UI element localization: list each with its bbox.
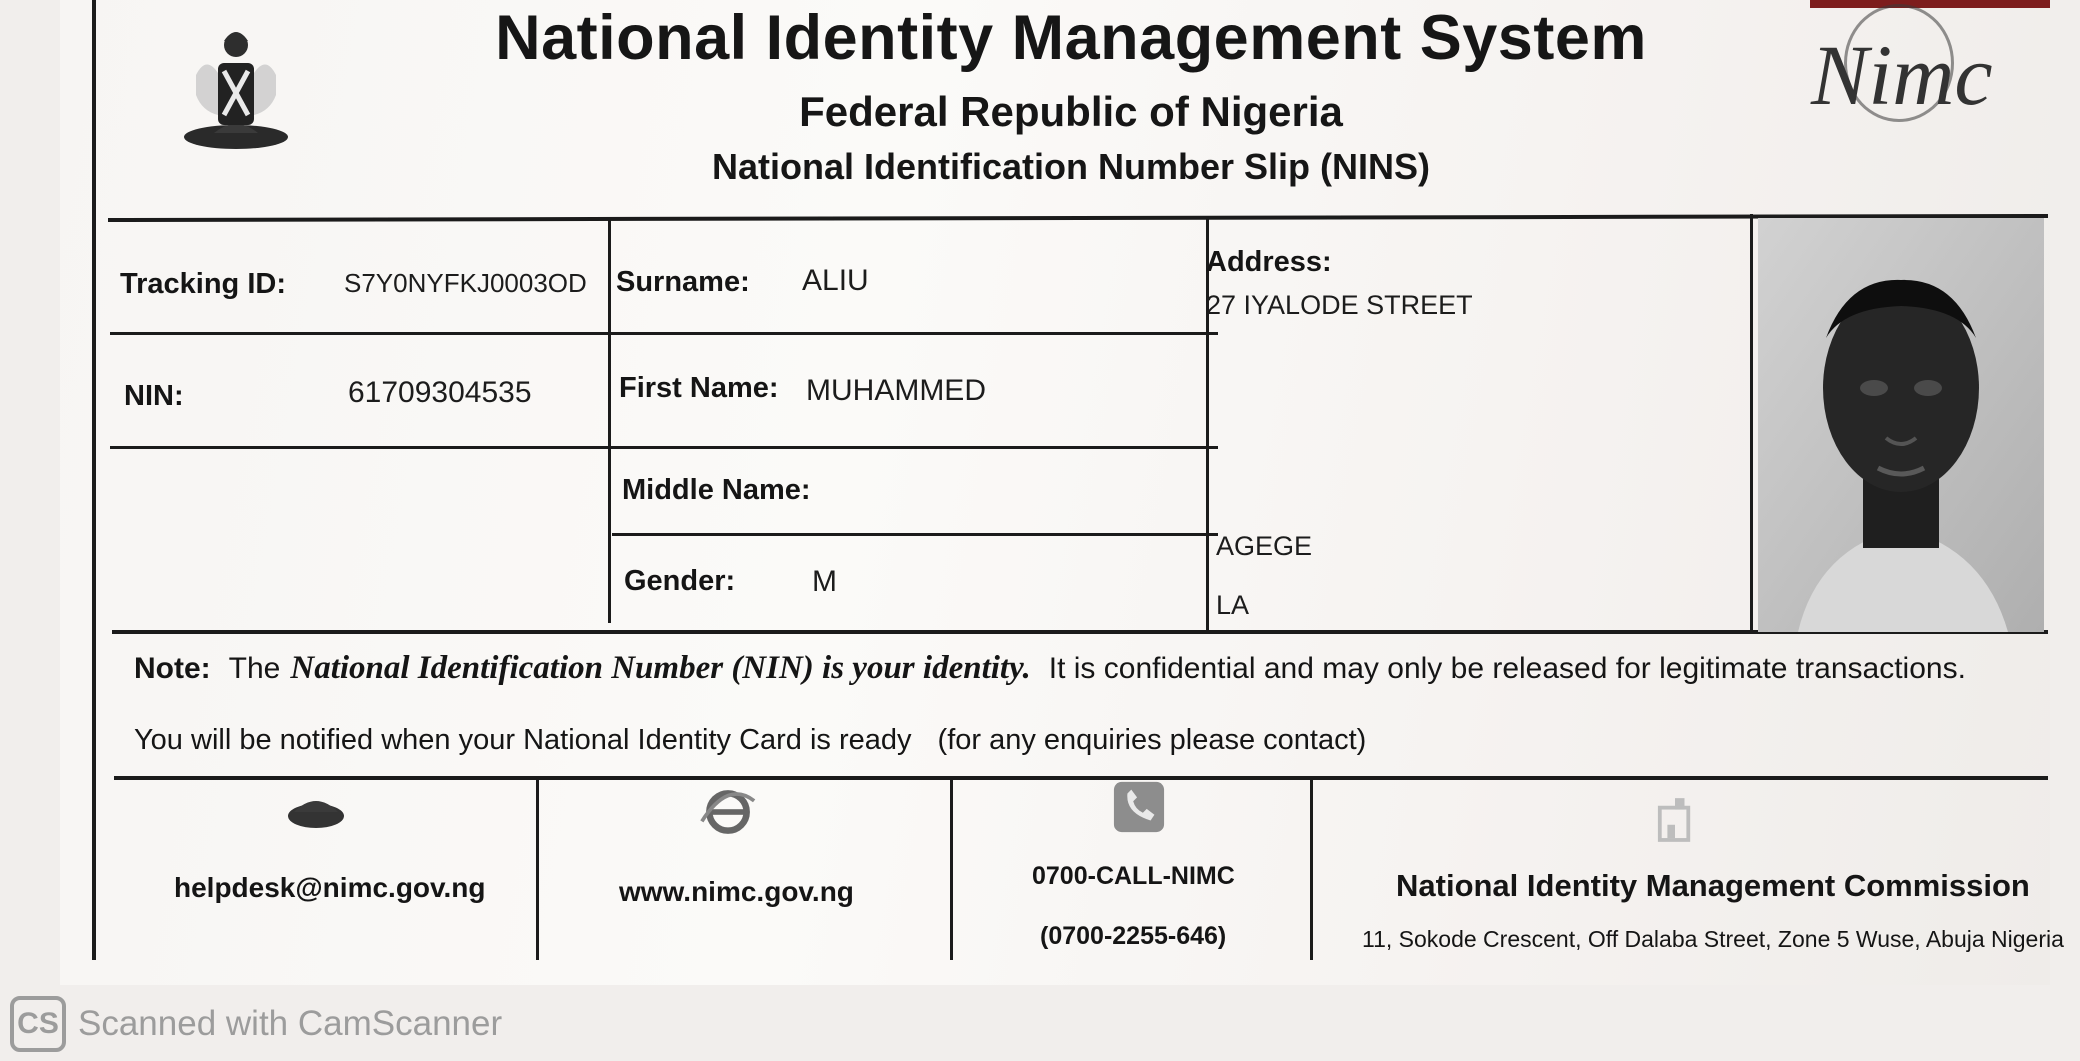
- website-link[interactable]: www.nimc.gov.ng: [619, 876, 854, 907]
- commission-name: National Identity Management Commission: [1396, 868, 2030, 903]
- middle-name-label: Middle Name:: [622, 474, 811, 506]
- tracking-id-value: S7Y0NYFKJ0003OD: [344, 268, 587, 298]
- surname-value: ALIU: [802, 264, 869, 297]
- slip-title-text: National Identification Number Slip (NINS): [711, 146, 1431, 187]
- internet-explorer-icon: [700, 784, 756, 840]
- note-emphasis: National Identification Number (NIN) is your identity.: [290, 650, 1031, 686]
- building-icon: [1656, 796, 1694, 844]
- portrait-image: [1758, 218, 2044, 632]
- address-lga: AGEGE: [1216, 531, 1313, 561]
- col-divider-2: [1206, 218, 1209, 633]
- address-state: LA: [1216, 590, 1250, 620]
- helpdesk-icon: [286, 790, 346, 830]
- gender-label: Gender:: [624, 565, 736, 597]
- note-rest: It is confidential and may only be released for legitimate transactions.: [1048, 652, 1966, 685]
- gender-value: M: [812, 565, 837, 598]
- footer-col-divider-1: [536, 778, 539, 960]
- nin-value: 61709304535: [348, 376, 532, 409]
- helpdesk-email[interactable]: helpdesk@nimc.gov.ng: [174, 872, 486, 903]
- footer-col-divider-3: [1310, 778, 1313, 960]
- slip-title: [96, 146, 2046, 188]
- note-label: Note:: [134, 652, 211, 685]
- row-divider-5: [114, 776, 2048, 780]
- surname-label: Surname:: [616, 266, 750, 298]
- page-title: National Identity Management System: [495, 3, 1647, 73]
- nin-label: NIN:: [124, 380, 184, 412]
- note-line-2: [134, 724, 1366, 757]
- col-divider-3: [1750, 214, 1753, 634]
- page-subtitle: Federal Republic of Nigeria: [799, 88, 1343, 135]
- note-enquiries: (for any enquiries please contact): [937, 724, 1367, 756]
- note-card-ready: You will be notified when your National Identity Card is ready: [134, 724, 912, 756]
- phone-number-numeric: (0700-2255-646): [1040, 922, 1227, 950]
- footer-col-divider-2: [950, 778, 953, 960]
- phone-number[interactable]: 0700-CALL-NIMC: [1032, 862, 1235, 890]
- col-divider-1: [608, 218, 611, 623]
- address-line1: 27 IYALODE STREET: [1206, 290, 1473, 320]
- note-lead: The: [228, 652, 281, 685]
- nimc-logo: Nimc: [1811, 27, 1993, 123]
- header-divider: [108, 214, 2048, 222]
- note-line-1: [134, 650, 1966, 687]
- holder-photo: [1758, 218, 2044, 632]
- first-name-value: MUHAMMED: [806, 374, 986, 407]
- row-divider-2: [110, 446, 1218, 449]
- row-divider-3: [612, 533, 1218, 536]
- camscanner-label: Scanned with CamScanner: [78, 1004, 503, 1043]
- nin-slip: [92, 0, 2064, 960]
- first-name-label: First Name:: [619, 372, 779, 404]
- commission-address: 11, Sokode Crescent, Off Dalaba Street, Zone 5 Wuse, Abuja Nigeria: [1362, 926, 2064, 952]
- address-label: Address:: [1206, 246, 1332, 278]
- phone-icon: [1112, 780, 1166, 834]
- row-divider-1: [110, 332, 1218, 335]
- camscanner-logo-icon: CS: [10, 996, 66, 1052]
- tracking-id-label: Tracking ID:: [120, 268, 286, 300]
- camscanner-watermark: [10, 995, 502, 1053]
